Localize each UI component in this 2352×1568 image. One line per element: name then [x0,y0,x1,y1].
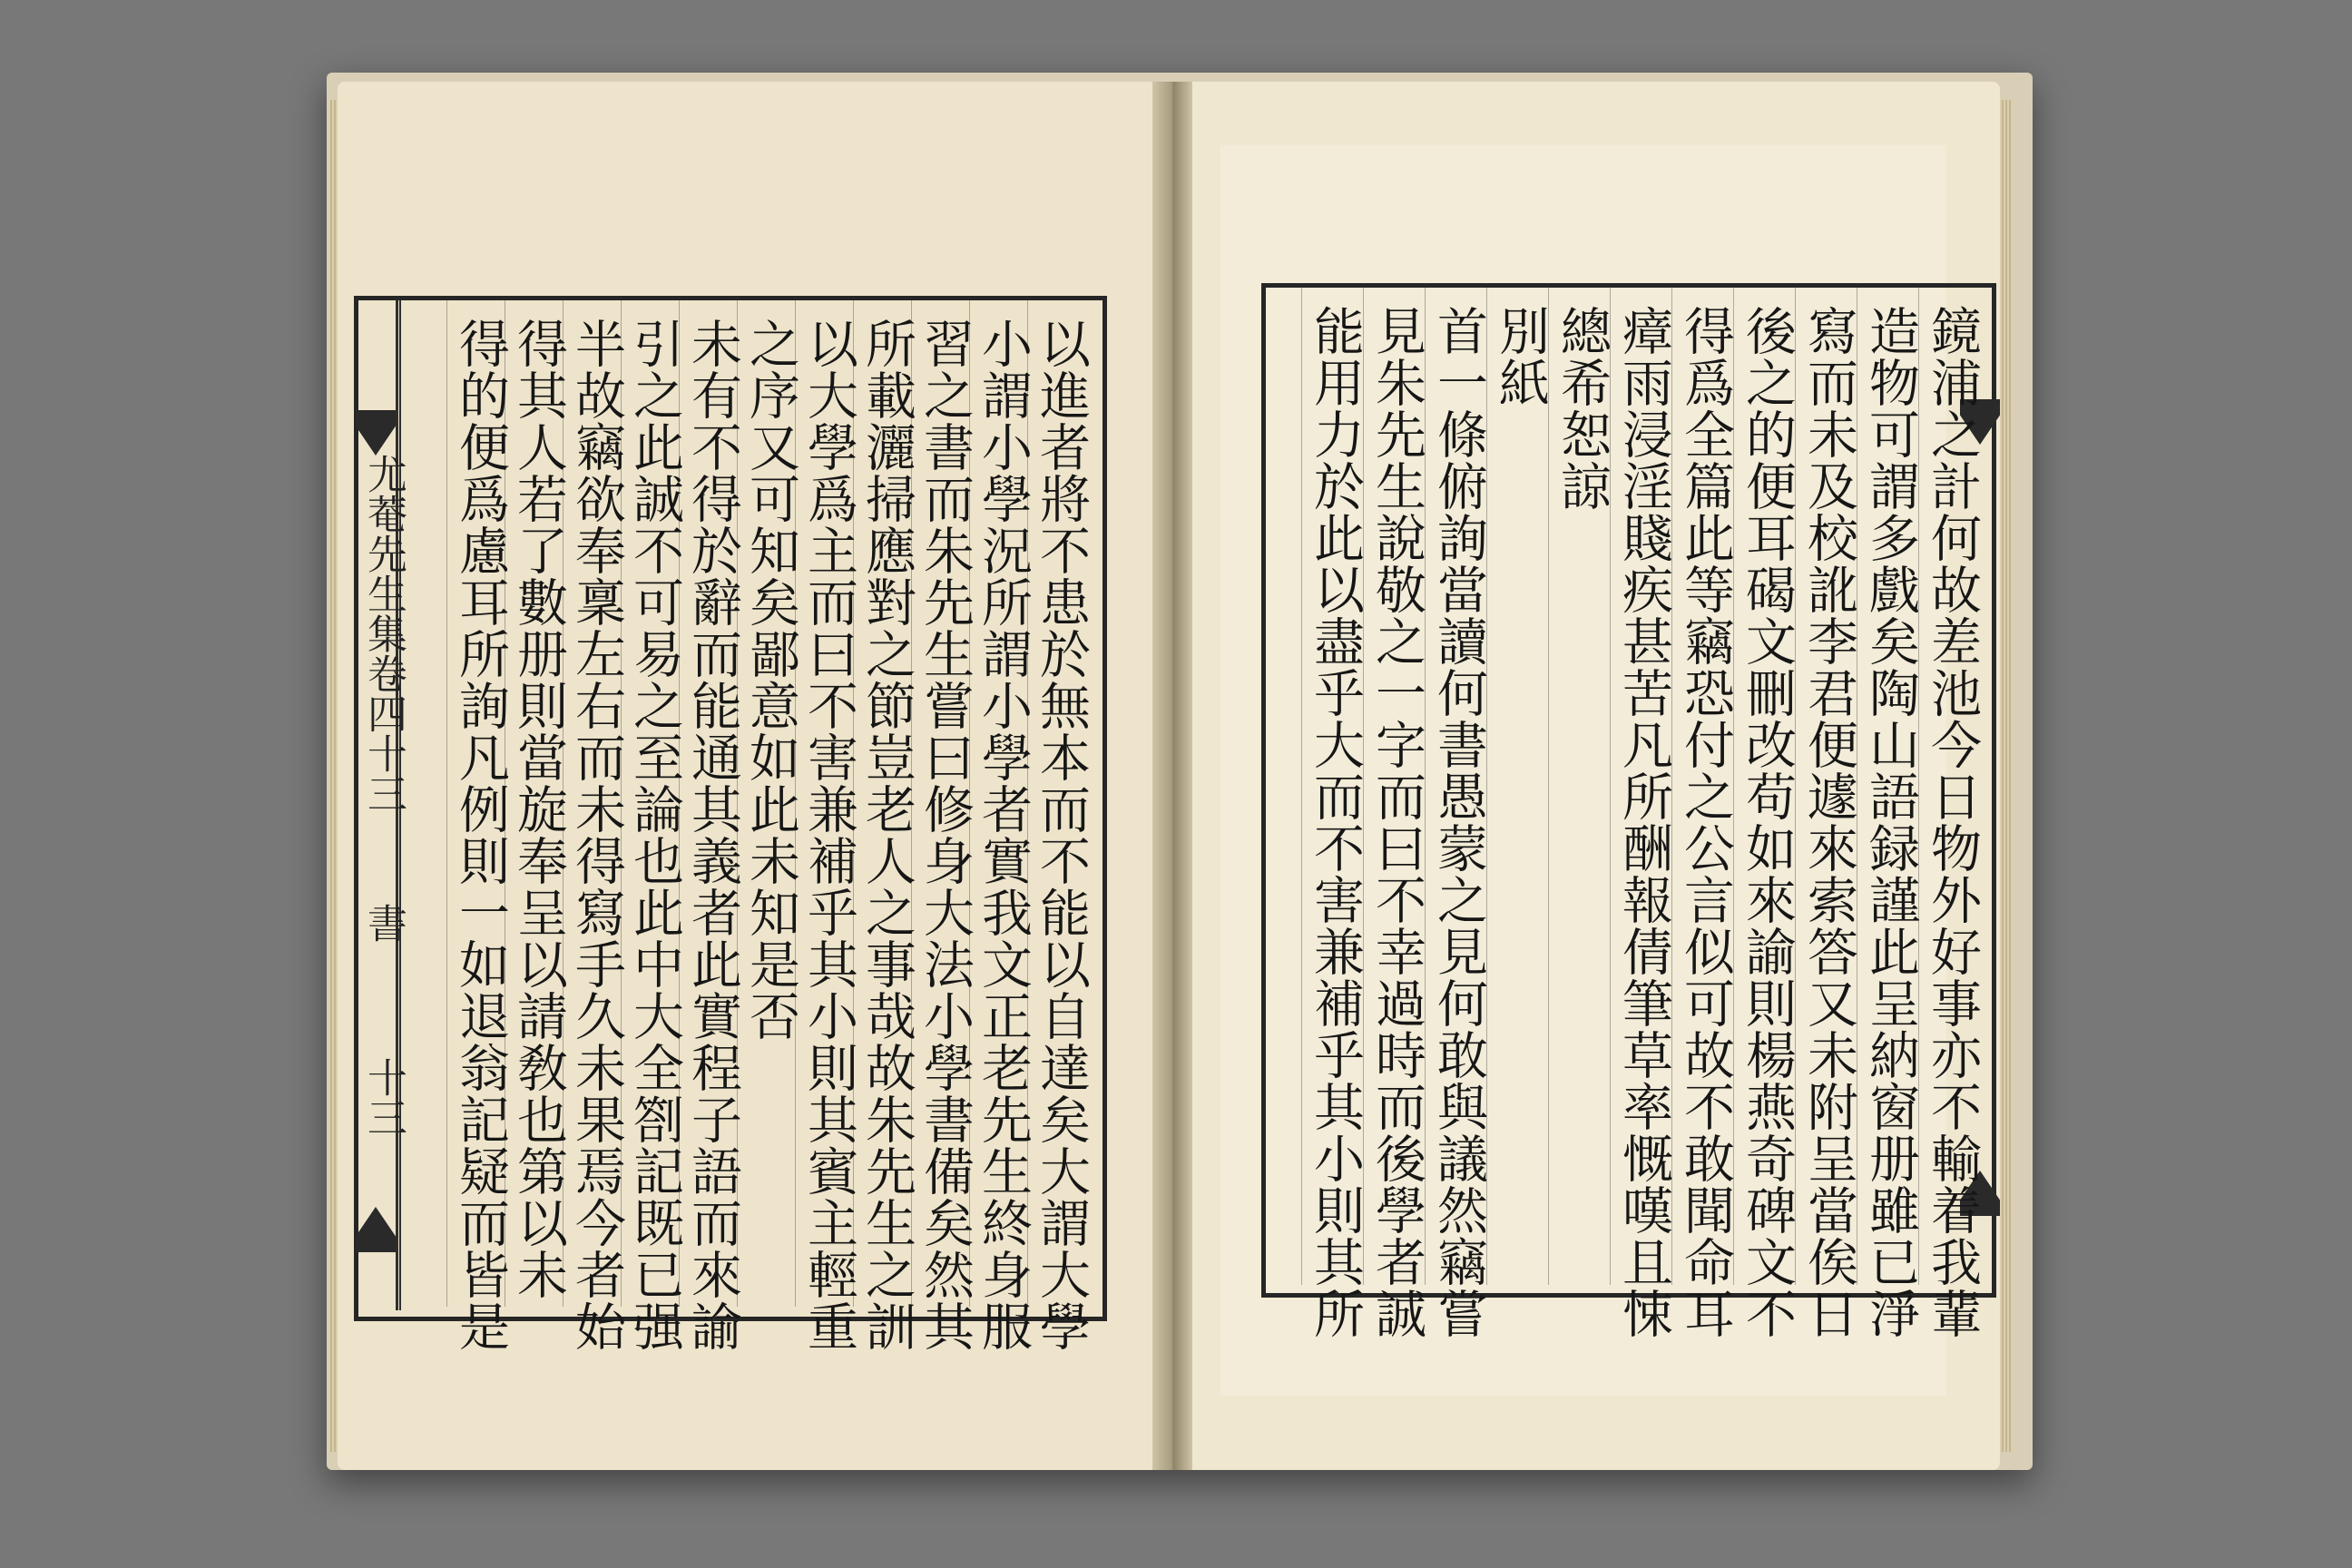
left-column-7: 未有不得於辭而能通其義者此實程子語而來諭 [683,318,742,1352]
right-column-rule-11 [1301,283,1302,1285]
left-column-10: 得其人若了數册則當旋奉呈以請敎也第以未 [509,318,568,1300]
right-column-8: 別紙 [1491,305,1550,408]
margin-category: 書 [360,903,407,943]
right-column-10: 見朱先生說敬之一字而曰不幸過時而後學者誠 [1367,305,1426,1339]
right-column-11: 能用力於此以盡乎大而不害兼補乎其小則其所 [1306,305,1365,1339]
seal-stamp-mark [1810,100,1928,145]
margin-folio: 十三 [360,1057,407,1137]
left-column-11: 得的便爲慮耳所詢凡例則一如退翁記疑而皆是 [451,318,510,1352]
left-column-8: 引之此誠不可易之至論也此中大全劄記既已强 [625,318,684,1352]
right-column-7: 總希恕諒 [1553,305,1612,512]
left-column-3: 習之書而朱先生嘗曰修身大法小學書備矣然其 [916,318,975,1352]
right-column-1: 鏡浦之計何故差池今日物外好事亦不輸着我輩 [1923,305,1982,1339]
left-column-rule-11 [446,296,447,1307]
book-gutter [1152,82,1192,1470]
left-column-1: 以進者將不患於無本而不能以自達矣大謂大學 [1032,318,1091,1352]
right-column-4: 後之的便耳碣文刪改苟如來諭則楊燕奇碑文不 [1738,305,1797,1339]
margin-title: 尤菴先生集卷四十三 [360,454,407,813]
right-column-3: 寫而未及校訛李君便遽來索答又未附呈當俟日 [1799,305,1858,1339]
left-column-2: 小謂小學況所謂小學者實我文正老先生終身服 [974,318,1033,1352]
left-column-6: 之序又可知矣鄙意如此未知是否 [741,318,800,1042]
right-column-5: 得爲全篇此等竊恐付之公言似可故不敢聞命耳 [1676,305,1735,1339]
right-column-rule-7 [1548,283,1549,1285]
left-column-5: 以大學爲主而曰不害兼補乎其小則其賓主輕重 [799,318,858,1352]
left-column-9: 半故竊欲奉稟左右而未得寫手久未果焉今者始 [567,318,626,1352]
right-column-6: 瘴雨浸淫賤疾甚苦凡所酬報倩筆草率慨嘆且悚 [1614,305,1673,1339]
right-column-2: 造物可謂多戲矣陶山語録謹此呈納窗册雖已淨 [1861,305,1920,1339]
left-column-4: 所載灑掃應對之節豈老人之事哉故朱先生之訓 [858,318,916,1352]
right-column-9: 首一條俯詢當讀何書愚蒙之見何敢與議然竊嘗 [1429,305,1488,1339]
